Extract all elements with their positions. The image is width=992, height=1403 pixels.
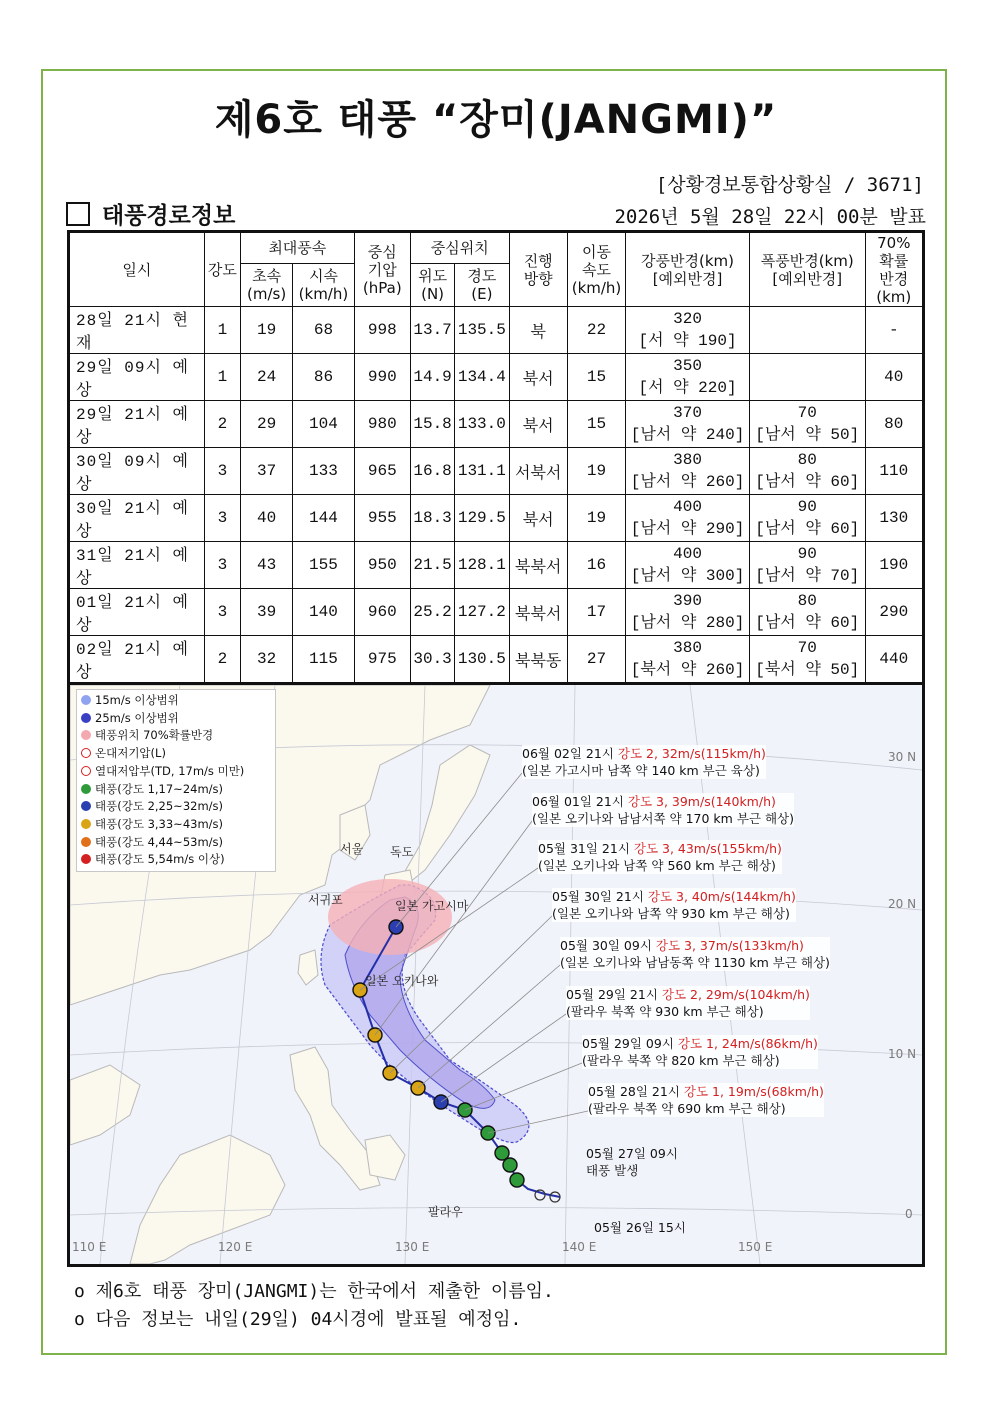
row-speed: 16 (567, 542, 625, 589)
row-time: 02일 21시 예상 (69, 636, 205, 684)
row-lat: 14.9 (410, 354, 454, 401)
row-time: 31일 21시 예상 (69, 542, 205, 589)
row-storm-radius-exception: [남서 약 290] (630, 520, 745, 538)
row-wind-ms: 43 (240, 542, 292, 589)
annotation-date: 05월 28일 21시 (588, 1084, 680, 1099)
row-intensity: 2 (204, 636, 240, 684)
table-row (69, 448, 924, 495)
row-intensity: 1 (204, 354, 240, 401)
row-storm-radius (626, 589, 750, 636)
row-wind-kmh: 144 (293, 495, 354, 542)
row-intensity: 3 (204, 589, 240, 636)
notes (74, 1278, 554, 1334)
annotation-date: 05월 29일 09시 (582, 1036, 674, 1051)
row-direction: 북서 (509, 495, 567, 542)
row-wind-ms: 32 (240, 636, 292, 684)
row-wind-kmh: 155 (293, 542, 354, 589)
table-row (69, 495, 924, 542)
first-td-annotation: 05월 26일 15시 (594, 1220, 686, 1235)
annotation-desc: (일본 가고시마 남쪽 약 140 km 부근 육상) (522, 763, 760, 778)
row-gale-radius (749, 307, 865, 354)
track-annotation (566, 986, 810, 1020)
note-1: o 제6호 태풍 장미(JANGMI)는 한국에서 제출한 이름임. (74, 1281, 554, 1302)
row-time: 01일 21시 예상 (69, 589, 205, 636)
circle-pink-icon (81, 730, 91, 740)
genesis-date: 05월 27일 09시 (586, 1146, 678, 1161)
lon-label: 150 E (738, 1240, 773, 1254)
row-storm-radius-exception: [남서 약 280] (630, 614, 745, 632)
legend-item (81, 851, 271, 869)
typhoon-blue-icon (81, 801, 91, 811)
track-table (67, 230, 925, 685)
row-gale-radius-exception: [북서 약 50] (755, 661, 860, 679)
table-row (69, 354, 924, 401)
row-speed: 27 (567, 636, 625, 684)
row-speed: 19 (567, 448, 625, 495)
row-gale-radius (749, 636, 865, 684)
row-pressure: 955 (354, 495, 410, 542)
row-direction: 북서 (509, 354, 567, 401)
annotation-date: 06월 02일 21시 (522, 746, 614, 761)
row-lon: 135.5 (455, 307, 509, 354)
row-storm-radius-value: 400 (673, 545, 702, 563)
row-lat: 13.7 (410, 307, 454, 354)
place-label: 독도 (390, 845, 414, 859)
legend-item (81, 816, 271, 834)
typhoon-marker-icon (503, 1158, 517, 1172)
legend-item (81, 834, 271, 852)
row-gale-radius-exception: [남서 약 50] (755, 426, 860, 444)
lon-label: 120 E (218, 1240, 253, 1254)
annotation-strength: 강도 1, 24m/s(86km/h) (677, 1036, 818, 1051)
annotation-strength: 강도 2, 29m/s(104km/h) (661, 987, 810, 1002)
row-time: 30일 09시 예상 (69, 448, 205, 495)
place-label: 서귀포 (308, 893, 343, 907)
row-storm-radius (626, 542, 750, 589)
annotation-desc: (팔라우 북쪽 약 690 km 부근 해상) (588, 1101, 786, 1116)
row-gale-radius-exception: [남서 약 60] (755, 520, 860, 538)
annotation-desc: (팔라우 북쪽 약 930 km 부근 해상) (566, 1004, 764, 1019)
header-direction: 진행 방향 (509, 232, 567, 307)
typhoon-marker-icon (510, 1173, 524, 1187)
row-pressure: 990 (354, 354, 410, 401)
row-lon: 128.1 (455, 542, 509, 589)
row-lat: 15.8 (410, 401, 454, 448)
annotation-desc: (일본 오키나와 남쪽 약 560 km 부근 해상) (538, 858, 776, 873)
table-row (69, 636, 924, 684)
legend-item (81, 710, 271, 728)
row-prob-radius: 440 (865, 636, 923, 684)
row-gale-radius (749, 448, 865, 495)
row-wind-ms: 24 (240, 354, 292, 401)
row-storm-radius (626, 307, 750, 354)
annotation-strength: 강도 3, 39m/s(140km/h) (627, 794, 776, 809)
row-speed: 15 (567, 401, 625, 448)
row-gale-radius-value: 90 (797, 498, 817, 516)
lat-label: 30 N (888, 750, 917, 764)
track-annotation (538, 840, 782, 874)
row-prob-radius: - (865, 307, 923, 354)
header-prob-radius: 70% 확률 반경 (km) (865, 232, 923, 307)
issued-time: 2026년 5월 28일 22시 00분 발표 (614, 206, 926, 228)
row-gale-radius (749, 495, 865, 542)
typhoon-red-icon (81, 854, 91, 864)
track-annotation (552, 888, 796, 922)
row-lon: 127.2 (455, 589, 509, 636)
header-gale-radius: 폭풍반경(km) [예외반경] (749, 232, 865, 307)
row-storm-radius-value: 370 (673, 404, 702, 422)
row-gale-radius (749, 354, 865, 401)
row-gale-radius (749, 589, 865, 636)
header-storm-radius: 강풍반경(km) [예외반경] (626, 232, 750, 307)
row-storm-radius (626, 401, 750, 448)
annotation-date: 05월 30일 21시 (552, 889, 644, 904)
annotation-date: 05월 31일 21시 (538, 841, 630, 856)
row-storm-radius-value: 400 (673, 498, 702, 516)
typhoon-yellow-icon (81, 819, 91, 829)
lat-label: 0 (905, 1207, 913, 1221)
row-direction: 북북서 (509, 542, 567, 589)
annotation-strength: 강도 3, 37m/s(133km/h) (655, 938, 804, 953)
legend-label: 열대저압부(TD, 17m/s 미만) (95, 763, 245, 778)
row-wind-kmh: 104 (293, 401, 354, 448)
place-label: 일본 오키나와 (365, 974, 439, 988)
row-wind-ms: 19 (240, 307, 292, 354)
place-label: 팔라우 (428, 1205, 463, 1219)
L-red-icon (81, 748, 91, 758)
row-storm-radius (626, 354, 750, 401)
row-lon: 130.5 (455, 636, 509, 684)
row-gale-radius-value: 90 (797, 545, 817, 563)
header-wind-ms: 초속 (m/s) (240, 264, 292, 307)
header-max-wind: 최대풍속 (240, 232, 354, 264)
legend-label: 태풍위치 70%확률반경 (95, 728, 214, 743)
row-wind-ms: 37 (240, 448, 292, 495)
row-storm-radius-exception: [서 약 220] (638, 379, 737, 397)
row-intensity: 2 (204, 401, 240, 448)
note-2: o 다음 정보는 내일(29일) 04시경에 발표될 예정임. (74, 1309, 522, 1330)
annotation-desc: (팔라우 북쪽 약 820 km 부근 해상) (582, 1053, 780, 1068)
row-speed: 22 (567, 307, 625, 354)
row-direction: 북 (509, 307, 567, 354)
table-row (69, 307, 924, 354)
typhoon-orange-icon (81, 837, 91, 847)
row-lon: 134.4 (455, 354, 509, 401)
row-pressure: 965 (354, 448, 410, 495)
typhoon-marker-icon (495, 1146, 509, 1160)
row-time: 29일 09시 예상 (69, 354, 205, 401)
row-prob-radius: 110 (865, 448, 923, 495)
row-lat: 16.8 (410, 448, 454, 495)
row-gale-radius-value: 80 (797, 592, 817, 610)
annotation-strength: 강도 3, 40m/s(144km/h) (647, 889, 796, 904)
row-storm-radius-exception: [남서 약 260] (630, 473, 745, 491)
place-label: 일본 가고시마 (395, 899, 469, 913)
checkbox-icon (66, 202, 90, 226)
table-row (69, 401, 924, 448)
row-storm-radius (626, 636, 750, 684)
office-label: [상황경보통합상황실 / 3671] (655, 174, 924, 196)
legend-item (81, 692, 271, 710)
annotation-desc: (일본 오키나와 남남동쪽 약 1130 km 부근 해상) (560, 955, 830, 970)
legend-label: 25m/s 이상범위 (95, 710, 179, 725)
row-wind-kmh: 140 (293, 589, 354, 636)
row-pressure: 998 (354, 307, 410, 354)
table-row (69, 589, 924, 636)
header-time: 일시 (69, 232, 205, 307)
row-prob-radius: 40 (865, 354, 923, 401)
row-gale-radius-value: 70 (797, 404, 817, 422)
header-intensity: 강도 (204, 232, 240, 307)
row-time: 30일 21시 예상 (69, 495, 205, 542)
row-wind-kmh: 115 (293, 636, 354, 684)
legend-label: 태풍(강도 4,44~53m/s) (95, 834, 224, 849)
cross-circle-red-icon (81, 766, 91, 776)
row-pressure: 950 (354, 542, 410, 589)
row-speed: 15 (567, 354, 625, 401)
header-center: 중심위치 (410, 232, 509, 264)
track-annotation (522, 745, 766, 779)
row-lon: 129.5 (455, 495, 509, 542)
legend-item (81, 745, 271, 763)
row-wind-kmh: 133 (293, 448, 354, 495)
row-gale-radius-exception: [남서 약 70] (755, 567, 860, 585)
legend-label: 태풍(강도 3,33~43m/s) (95, 816, 224, 831)
row-storm-radius-value: 390 (673, 592, 702, 610)
row-lat: 25.2 (410, 589, 454, 636)
table-row (69, 542, 924, 589)
row-prob-radius: 80 (865, 401, 923, 448)
row-intensity: 1 (204, 307, 240, 354)
track-annotation (560, 937, 830, 971)
legend-item (81, 727, 271, 745)
row-storm-radius-exception: [서 약 190] (638, 332, 737, 350)
row-direction: 북북서 (509, 589, 567, 636)
legend-label: 15m/s 이상범위 (95, 693, 179, 707)
header-speed: 이동 속도 (km/h) (567, 232, 625, 307)
row-storm-radius (626, 448, 750, 495)
annotation-desc: (일본 오키나와 남남서쪽 약 170 km 부근 해상) (532, 811, 794, 826)
row-lat: 21.5 (410, 542, 454, 589)
annotation-strength: 강도 1, 19m/s(68km/h) (683, 1084, 824, 1099)
row-wind-kmh: 86 (293, 354, 354, 401)
row-prob-radius: 190 (865, 542, 923, 589)
row-wind-ms: 39 (240, 589, 292, 636)
row-wind-kmh: 68 (293, 307, 354, 354)
header-lat: 위도 (N) (410, 264, 454, 307)
section-title: 태풍경로정보 (102, 203, 236, 229)
lat-label: 20 N (888, 897, 917, 911)
row-lon: 133.0 (455, 401, 509, 448)
row-storm-radius-value: 380 (673, 451, 702, 469)
row-pressure: 975 (354, 636, 410, 684)
annotation-strength: 강도 2, 32m/s(115km/h) (617, 746, 766, 761)
circle-light-blue-icon (81, 695, 91, 705)
annotation-date: 05월 29일 21시 (566, 987, 658, 1002)
row-storm-radius-value: 380 (673, 639, 702, 657)
lon-label: 110 E (72, 1240, 107, 1254)
map-legend (76, 689, 276, 872)
annotation-date: 06월 01일 21시 (532, 794, 624, 809)
row-gale-radius-value: 80 (797, 451, 817, 469)
row-wind-ms: 40 (240, 495, 292, 542)
place-label: 서울 (340, 842, 364, 856)
legend-item (81, 781, 271, 799)
row-prob-radius: 290 (865, 589, 923, 636)
track-annotation (532, 793, 794, 827)
row-wind-ms: 29 (240, 401, 292, 448)
legend-label: 태풍(강도 2,25~32m/s) (95, 799, 224, 814)
row-direction: 북서 (509, 401, 567, 448)
typhoon-green-icon (81, 784, 91, 794)
row-direction: 서북서 (509, 448, 567, 495)
section-heading (66, 197, 235, 230)
row-pressure: 960 (354, 589, 410, 636)
circle-blue-icon (81, 713, 91, 723)
row-gale-radius-exception: [남서 약 60] (755, 614, 860, 632)
header-lon: 경도 (E) (455, 264, 509, 307)
row-speed: 19 (567, 495, 625, 542)
legend-item (81, 798, 271, 816)
typhoon-track-map (67, 682, 925, 1267)
row-speed: 17 (567, 589, 625, 636)
row-direction: 북북동 (509, 636, 567, 684)
legend-item (81, 763, 271, 781)
row-intensity: 3 (204, 448, 240, 495)
track-annotation (588, 1083, 824, 1117)
row-intensity: 3 (204, 495, 240, 542)
annotation-date: 05월 30일 09시 (560, 938, 652, 953)
genesis-annotation (586, 1145, 678, 1179)
annotation-strength: 강도 3, 43m/s(155km/h) (633, 841, 782, 856)
page-title: 제6호 태풍 “장미(JANGMI)” (214, 97, 778, 143)
legend-label: 온대저기압(L) (95, 746, 166, 761)
track-annotation (582, 1035, 818, 1069)
row-storm-radius-exception: [남서 약 300] (630, 567, 745, 585)
lon-label: 130 E (395, 1240, 430, 1254)
lon-label: 140 E (562, 1240, 597, 1254)
header-pressure: 중심 기압 (hPa) (354, 232, 410, 307)
row-storm-radius-value: 350 (673, 357, 702, 375)
row-pressure: 980 (354, 401, 410, 448)
lat-label: 10 N (888, 1047, 917, 1061)
row-lat: 18.3 (410, 495, 454, 542)
row-time: 28일 21시 현재 (69, 307, 205, 354)
row-storm-radius-value: 320 (673, 310, 702, 328)
row-prob-radius: 130 (865, 495, 923, 542)
annotation-desc: (일본 오키나와 남쪽 약 930 km 부근 해상) (552, 906, 790, 921)
genesis-desc: 태풍 발생 (586, 1163, 639, 1178)
row-gale-radius (749, 401, 865, 448)
row-storm-radius-exception: [북서 약 260] (630, 661, 745, 679)
row-gale-radius-value: 70 (797, 639, 817, 657)
row-storm-radius (626, 495, 750, 542)
row-gale-radius (749, 542, 865, 589)
row-gale-radius-exception: [남서 약 60] (755, 473, 860, 491)
row-lon: 131.1 (455, 448, 509, 495)
legend-label: 태풍(강도 1,17~24m/s) (95, 781, 224, 796)
prob70-area (328, 879, 452, 955)
legend-label: 태풍(강도 5,54m/s 이상) (95, 852, 225, 867)
row-time: 29일 21시 예상 (69, 401, 205, 448)
row-intensity: 3 (204, 542, 240, 589)
row-lat: 30.3 (410, 636, 454, 684)
row-storm-radius-exception: [남서 약 240] (630, 426, 745, 444)
header-wind-kmh: 시속 (km/h) (293, 264, 354, 307)
